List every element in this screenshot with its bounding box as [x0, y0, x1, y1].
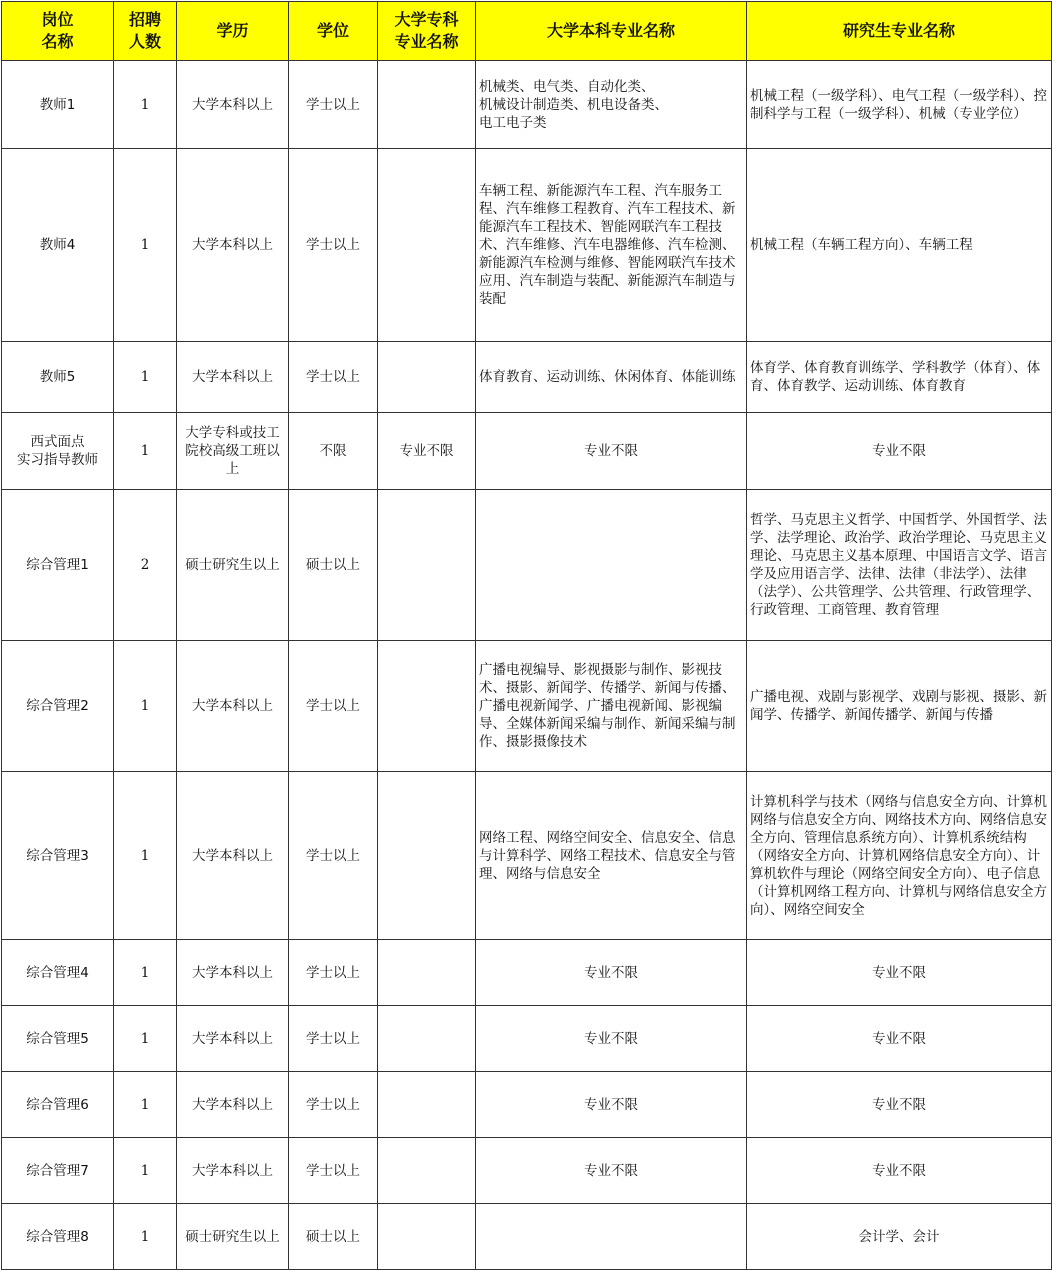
- cell-college-major: [378, 342, 476, 413]
- cell-undergrad-major: 专业不限: [476, 413, 747, 490]
- cell-degree: 学士以上: [289, 61, 378, 149]
- table-header: [2, 2, 1052, 61]
- cell-degree: 学士以上: [289, 940, 378, 1006]
- cell-degree: 学士以上: [289, 342, 378, 413]
- cell-education: 大学本科以上: [177, 641, 289, 772]
- cell-count: 2: [114, 490, 177, 641]
- cell-position: 教师4: [2, 149, 114, 342]
- cell-count: 1: [114, 413, 177, 490]
- header-degree: 学位: [289, 2, 378, 61]
- table-row: [2, 413, 1052, 490]
- cell-degree: 学士以上: [289, 1072, 378, 1138]
- header-position: 岗位 名称: [2, 2, 114, 61]
- header-undergrad-major: 大学本科专业名称: [476, 2, 747, 61]
- cell-position: 综合管理4: [2, 940, 114, 1006]
- cell-degree: 学士以上: [289, 641, 378, 772]
- table-row: [2, 940, 1052, 1006]
- cell-position: 综合管理1: [2, 490, 114, 641]
- cell-college-major: [378, 1072, 476, 1138]
- cell-college-major: [378, 61, 476, 149]
- table-row: [2, 490, 1052, 641]
- table-row: [2, 342, 1052, 413]
- header-grad-major: 研究生专业名称: [747, 2, 1052, 61]
- cell-grad-major: 广播电视、戏剧与影视学、戏剧与影视、摄影、新闻学、传播学、新闻传播学、新闻与传播: [747, 641, 1052, 772]
- cell-education: 大学本科以上: [177, 940, 289, 1006]
- table-row: [2, 1006, 1052, 1072]
- cell-count: 1: [114, 641, 177, 772]
- cell-position: 综合管理8: [2, 1204, 114, 1270]
- cell-grad-major: 专业不限: [747, 1006, 1052, 1072]
- cell-undergrad-major: 车辆工程、新能源汽车工程、汽车服务工程、汽车维修工程教育、汽车工程技术、新能源汽车工程技术、智能网联汽车工程技术、汽车维修、汽车电器维修、汽车检测、新能源汽车检测与维修、智能网联汽车技术应用、汽车制造与装配、新能源汽车制造与装配: [476, 149, 747, 342]
- table-row: [2, 1138, 1052, 1204]
- cell-count: 1: [114, 1138, 177, 1204]
- cell-undergrad-major: 专业不限: [476, 1006, 747, 1072]
- cell-grad-major: 专业不限: [747, 413, 1052, 490]
- cell-degree: 学士以上: [289, 772, 378, 940]
- table-row: [2, 1204, 1052, 1270]
- cell-count: 1: [114, 1204, 177, 1270]
- table-row: [2, 61, 1052, 149]
- cell-education: 大学本科以上: [177, 1006, 289, 1072]
- table-body: [2, 61, 1052, 1270]
- cell-grad-major: 计算机科学与技术（网络与信息安全方向、计算机网络与信息安全方向、网络技术方向、网络信息安全方向、管理信息系统方向）、计算机系统结构（网络安全方向、计算机网络信息安全方向）、计算机软件与理论（网络空间安全方向）、电子信息（计算机网络工程方向、计算机与网络信息安全方向）、网络空间安全: [747, 772, 1052, 940]
- cell-undergrad-major: 体育教育、运动训练、休闲体育、体能训练: [476, 342, 747, 413]
- cell-education: 大学本科以上: [177, 1072, 289, 1138]
- cell-count: 1: [114, 61, 177, 149]
- cell-college-major: 专业不限: [378, 413, 476, 490]
- cell-undergrad-major: 网络工程、网络空间安全、信息安全、信息与计算科学、网络工程技术、信息安全与管理、网络与信息安全: [476, 772, 747, 940]
- cell-education: 硕士研究生以上: [177, 490, 289, 641]
- cell-education: 大学专科或技工院校高级工班以上: [177, 413, 289, 490]
- cell-education: 硕士研究生以上: [177, 1204, 289, 1270]
- cell-count: 1: [114, 342, 177, 413]
- cell-college-major: [378, 1138, 476, 1204]
- header-education: 学历: [177, 2, 289, 61]
- cell-college-major: [378, 149, 476, 342]
- header-row: [2, 2, 1052, 61]
- cell-undergrad-major: [476, 490, 747, 641]
- cell-grad-major: 哲学、马克思主义哲学、中国哲学、外国哲学、法学、法学理论、政治学、政治学理论、马克思主义理论、马克思主义基本原理、中国语言文学、语言学及应用语言学、法律、法律（非法学）、法律（法学）、公共管理学、公共管理、行政管理学、行政管理、工商管理、教育管理: [747, 490, 1052, 641]
- cell-position: 西式面点 实习指导教师: [2, 413, 114, 490]
- cell-count: 1: [114, 940, 177, 1006]
- cell-college-major: [378, 1204, 476, 1270]
- cell-count: 1: [114, 1072, 177, 1138]
- cell-degree: 硕士以上: [289, 490, 378, 641]
- cell-count: 1: [114, 149, 177, 342]
- table-row: [2, 641, 1052, 772]
- cell-grad-major: 体育学、体育教育训练学、学科教学（体育）、体育、体育教学、运动训练、体育教育: [747, 342, 1052, 413]
- cell-grad-major: 机械工程（一级学科）、电气工程（一级学科）、控制科学与工程（一级学科）、机械（专业学位）: [747, 61, 1052, 149]
- cell-degree: 学士以上: [289, 149, 378, 342]
- cell-grad-major: 专业不限: [747, 940, 1052, 1006]
- cell-grad-major: 专业不限: [747, 1138, 1052, 1204]
- cell-grad-major: 会计学、会计: [747, 1204, 1052, 1270]
- cell-degree: 硕士以上: [289, 1204, 378, 1270]
- cell-count: 1: [114, 1006, 177, 1072]
- cell-college-major: [378, 1006, 476, 1072]
- cell-count: 1: [114, 772, 177, 940]
- cell-undergrad-major: 广播电视编导、影视摄影与制作、影视技术、摄影、新闻学、传播学、新闻与传播、广播电视新闻学、广播电视新闻、影视编导、全媒体新闻采编与制作、新闻采编与制作、摄影摄像技术: [476, 641, 747, 772]
- header-count: 招聘 人数: [114, 2, 177, 61]
- cell-education: 大学本科以上: [177, 1138, 289, 1204]
- cell-education: 大学本科以上: [177, 772, 289, 940]
- cell-college-major: [378, 772, 476, 940]
- cell-position: 综合管理7: [2, 1138, 114, 1204]
- cell-position: 教师1: [2, 61, 114, 149]
- cell-education: 大学本科以上: [177, 342, 289, 413]
- cell-position: 综合管理2: [2, 641, 114, 772]
- cell-undergrad-major: 专业不限: [476, 940, 747, 1006]
- table-row: [2, 772, 1052, 940]
- cell-degree: 不限: [289, 413, 378, 490]
- cell-undergrad-major: [476, 1204, 747, 1270]
- cell-college-major: [378, 940, 476, 1006]
- cell-degree: 学士以上: [289, 1138, 378, 1204]
- cell-degree: 学士以上: [289, 1006, 378, 1072]
- cell-position: 教师5: [2, 342, 114, 413]
- cell-college-major: [378, 490, 476, 641]
- cell-education: 大学本科以上: [177, 149, 289, 342]
- cell-undergrad-major: 专业不限: [476, 1138, 747, 1204]
- cell-grad-major: 机械工程（车辆工程方向）、车辆工程: [747, 149, 1052, 342]
- cell-education: 大学本科以上: [177, 61, 289, 149]
- recruitment-table: [1, 1, 1052, 1270]
- cell-grad-major: 专业不限: [747, 1072, 1052, 1138]
- cell-undergrad-major: 专业不限: [476, 1072, 747, 1138]
- cell-position: 综合管理6: [2, 1072, 114, 1138]
- cell-college-major: [378, 641, 476, 772]
- cell-undergrad-major: 机械类、电气类、自动化类、 机械设计制造类、机电设备类、 电工电子类: [476, 61, 747, 149]
- table-row: [2, 149, 1052, 342]
- table-row: [2, 1072, 1052, 1138]
- cell-position: 综合管理5: [2, 1006, 114, 1072]
- cell-position: 综合管理3: [2, 772, 114, 940]
- header-college-major: 大学专科 专业名称: [378, 2, 476, 61]
